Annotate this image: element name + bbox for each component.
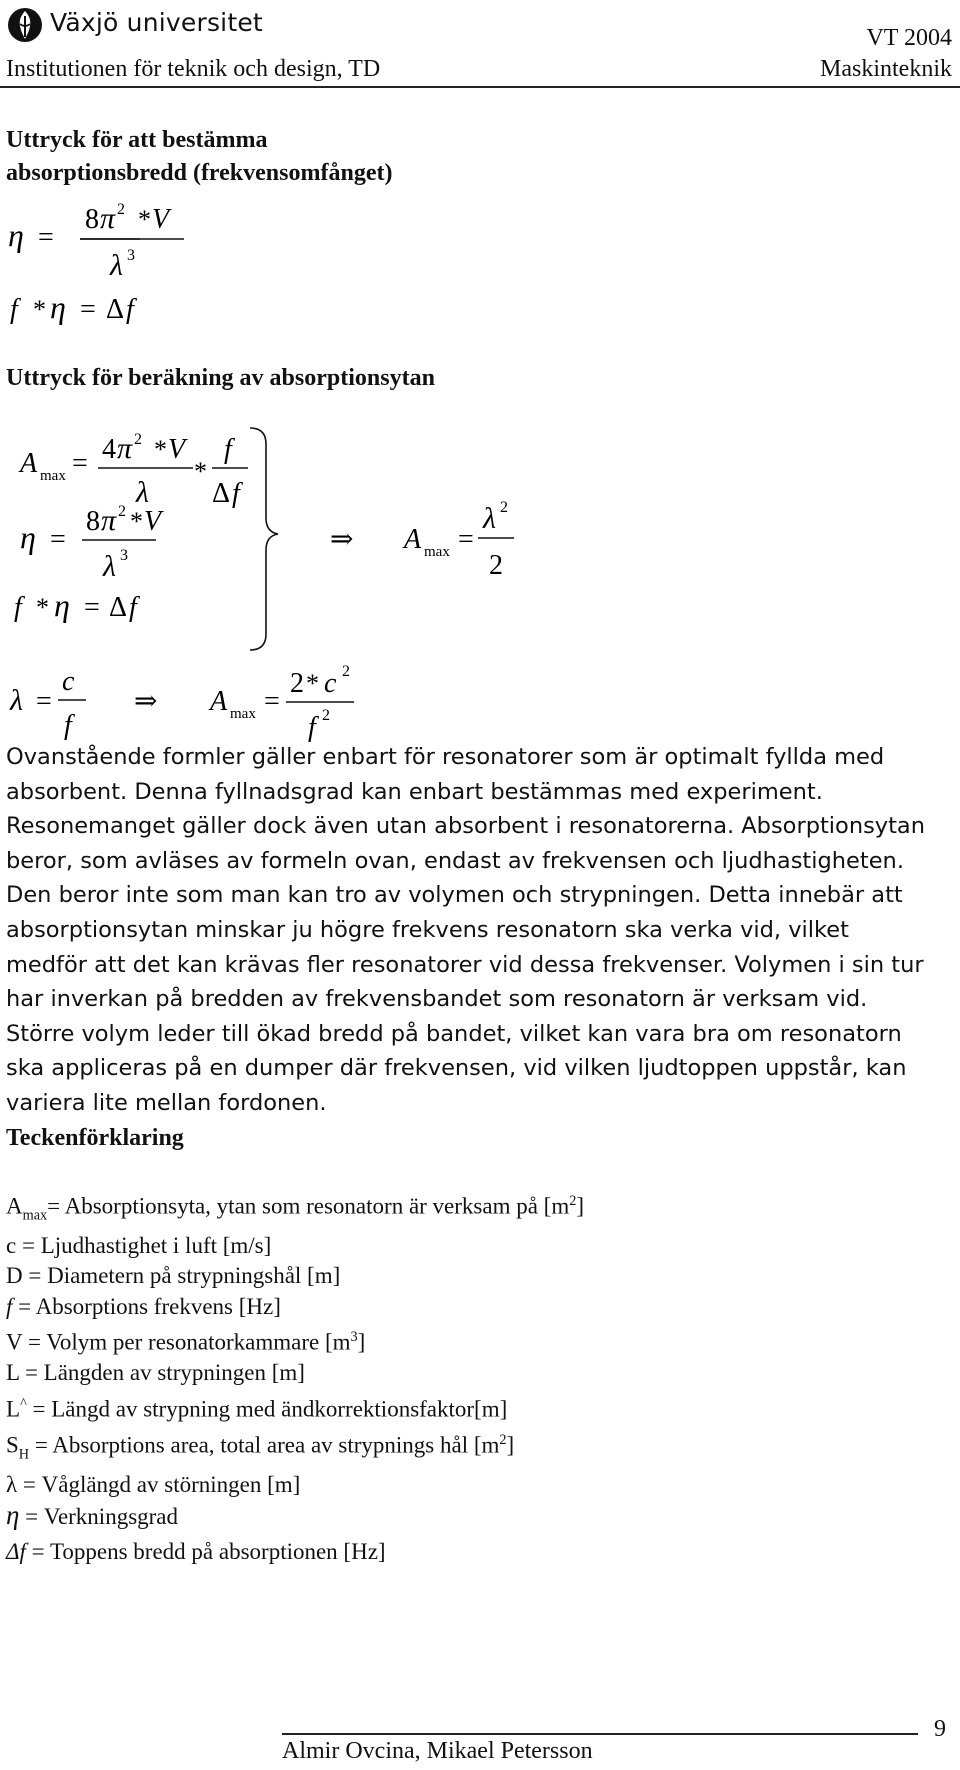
svg-text:π: π: [117, 432, 133, 465]
svg-text:2: 2: [489, 550, 503, 581]
svg-text:*: *: [33, 295, 46, 324]
legend-text: = Absorptions frekvens [Hz]: [12, 1293, 281, 1319]
svg-text:=: =: [264, 686, 280, 717]
explanation-paragraph: Ovanstående formler gäller enbart för resonatorer som är optimalt fyllda med absorbent. Denna fyllnadsgrad kan enbart bestämmas med experiment. Resonemanget gäller dock även utan absorbent i resonatorerna. Absorptionsytan beror, som avläses av formeln ovan, endast av frekvensen och ljudhastigheten. Den beror inte som man kan tro av volymen och strypningen. Detta innebär att absorptionsytan minskar ju högre frekvens resonatorn ska verka vid, vilket medför att det kan krävas fler resonatorer vid dessa frekvenser. Volymen i sin tur har inverkan på bredden av frekvensbandet som resonatorn är verksam vid. Större volym leder till ökad bredd på bandet, vilket kan vara bra om resonatorn ska appliceras på en dumper där frekvensen, vid vilken ljudtoppen uppstår, kan variera lite mellan fordonen.: [6, 744, 925, 1116]
legend-text: = Våglängd av störningen [m]: [17, 1471, 301, 1497]
svg-text:⇒: ⇒: [330, 524, 354, 555]
legend-text: = Diametern på strypningshål [m]: [22, 1263, 341, 1289]
legend-text: = Toppens bredd på absorptionen [Hz]: [25, 1538, 386, 1564]
legend-symbol: L: [6, 1360, 20, 1386]
svg-text:max: max: [424, 544, 450, 560]
svg-text:λ: λ: [10, 684, 23, 717]
legend-symbol: η: [6, 1500, 20, 1531]
svg-text:⇒: ⇒: [134, 686, 158, 717]
formula-efficiency: [0, 190, 300, 330]
svg-text:f: f: [126, 294, 134, 325]
svg-text:η: η: [54, 587, 70, 623]
legend-item: [6, 1500, 946, 1533]
svg-text:f: f: [224, 434, 232, 465]
legend-item: [6, 1186, 946, 1231]
svg-text:f: f: [64, 710, 72, 741]
svg-text:=: =: [84, 592, 100, 623]
legend-title: Teckenförklaring: [6, 1125, 184, 1151]
svg-text:Δ: Δ: [212, 478, 231, 509]
svg-text:8: 8: [86, 506, 100, 537]
legend-item: [6, 1322, 946, 1358]
legend-symbol: A: [6, 1193, 23, 1219]
svg-text:2: 2: [500, 499, 508, 516]
legend-symbol: V: [6, 1329, 23, 1355]
svg-text:*: *: [138, 205, 151, 234]
svg-text:f: f: [308, 712, 316, 743]
formula-absorption-system: [0, 420, 960, 750]
page-number: 9: [934, 1716, 946, 1742]
svg-text:=: =: [80, 294, 96, 325]
legend-unit-sup: 2: [499, 1432, 507, 1449]
legend-tail: ]: [357, 1329, 366, 1355]
section1-title-line1: Uttryck för att bestämma: [6, 127, 268, 153]
legend-text: = Absorptions area, total area av strypnings hål [m: [29, 1432, 500, 1458]
legend-unit-sup: 2: [569, 1193, 577, 1209]
svg-text:f: f: [14, 592, 22, 623]
svg-text:λ: λ: [483, 502, 496, 535]
svg-text:A: A: [404, 524, 422, 555]
svg-text:λ: λ: [136, 476, 149, 509]
department: Institutionen för teknik och design, TD: [6, 56, 381, 82]
svg-text:=: =: [50, 524, 66, 555]
svg-text:2: 2: [134, 431, 142, 448]
legend-symbol-sub: max: [22, 1207, 48, 1224]
footer-rule: [282, 1733, 918, 1735]
legend-item: [6, 1537, 946, 1568]
legend-text: = Ljudhastighet i luft [m/s]: [16, 1232, 272, 1258]
svg-text:2: 2: [322, 707, 330, 724]
term: VT 2004: [866, 25, 952, 51]
svg-text:max: max: [40, 468, 66, 484]
section1-title-line2: absorptionsbredd (frekvensomfånget): [6, 160, 393, 186]
subject: Maskinteknik: [820, 56, 952, 82]
svg-text:π: π: [101, 504, 117, 537]
svg-text:V: V: [144, 506, 162, 537]
legend-item: [6, 1261, 946, 1292]
legend-item: [6, 1470, 946, 1501]
svg-text:λ: λ: [110, 249, 123, 282]
svg-text:*: *: [154, 435, 167, 464]
svg-text:=: =: [38, 222, 54, 253]
svg-text:3: 3: [120, 547, 128, 564]
legend-symbol: L: [6, 1396, 21, 1422]
svg-text:Δ: Δ: [106, 294, 125, 325]
header-rule: [0, 86, 960, 88]
section1-title: [6, 124, 906, 190]
footer-authors: Almir Ovcina, Mikael Petersson: [282, 1738, 593, 1764]
svg-text:π: π: [100, 202, 116, 235]
svg-text:A: A: [210, 686, 228, 717]
svg-text:*: *: [36, 593, 49, 622]
svg-text:=: =: [72, 448, 88, 479]
svg-text:V: V: [168, 434, 186, 465]
svg-text:V: V: [152, 204, 170, 235]
legend-item: [6, 1425, 946, 1470]
svg-text:max: max: [230, 706, 256, 722]
legend-text: = Absorptionsyta, ytan som resonatorn är verksam på [m: [47, 1193, 570, 1219]
svg-text:=: =: [458, 524, 474, 555]
svg-text:2: 2: [117, 201, 125, 218]
svg-text:f: f: [232, 478, 240, 509]
svg-text:8: 8: [85, 204, 99, 235]
svg-text:=: =: [36, 686, 52, 717]
svg-text:3: 3: [127, 247, 135, 264]
legend-item: [6, 1389, 946, 1425]
university-logo-icon: [6, 6, 44, 44]
svg-text:η: η: [20, 519, 36, 555]
legend-item: [6, 1358, 946, 1389]
legend-text: = Volym per resonatorkammare [m: [22, 1329, 351, 1355]
university-name: Växjö universitet: [50, 8, 263, 37]
legend-symbol: f: [6, 1293, 13, 1319]
legend-item: [6, 1292, 946, 1323]
legend-text: = Verkningsgrad: [19, 1504, 179, 1530]
svg-text:*: *: [194, 457, 207, 486]
legend-symbol: λ: [6, 1471, 18, 1497]
page-header: [0, 0, 960, 90]
legend-text: = Längd av strypning med ändkorrektionsfaktor[m]: [26, 1396, 508, 1422]
legend-item: [6, 1231, 946, 1262]
legend-tail: ]: [576, 1193, 585, 1219]
legend-symbol: D: [6, 1263, 23, 1289]
svg-text:*: *: [130, 507, 143, 536]
svg-text:Δ: Δ: [109, 592, 128, 623]
svg-text:A: A: [20, 448, 38, 479]
svg-text:η: η: [8, 217, 24, 253]
svg-text:c: c: [62, 666, 75, 697]
legend-symbol: c: [6, 1232, 17, 1258]
svg-text:η: η: [50, 289, 66, 325]
legend-text: = Längden av strypningen [m]: [19, 1360, 305, 1386]
svg-text:2: 2: [290, 668, 304, 699]
section2-title: Uttryck för beräkning av absorptionsytan: [6, 365, 435, 391]
legend-symbol-sup: ^: [20, 1395, 27, 1412]
legend-symbol-sub: H: [18, 1446, 30, 1463]
svg-text:4: 4: [102, 434, 116, 465]
legend-symbol: S: [6, 1432, 19, 1458]
svg-text:f: f: [129, 592, 137, 623]
legend-unit-sup: 3: [350, 1329, 358, 1346]
svg-text:f: f: [10, 294, 18, 325]
legend-list: [6, 1186, 946, 1567]
svg-text:2: 2: [342, 663, 350, 680]
svg-text:2: 2: [118, 503, 126, 520]
svg-text:*: *: [306, 669, 319, 698]
legend-tail: ]: [506, 1432, 515, 1458]
svg-text:λ: λ: [103, 550, 116, 583]
svg-text:c: c: [324, 668, 337, 699]
legend-symbol: Δf: [6, 1538, 26, 1564]
